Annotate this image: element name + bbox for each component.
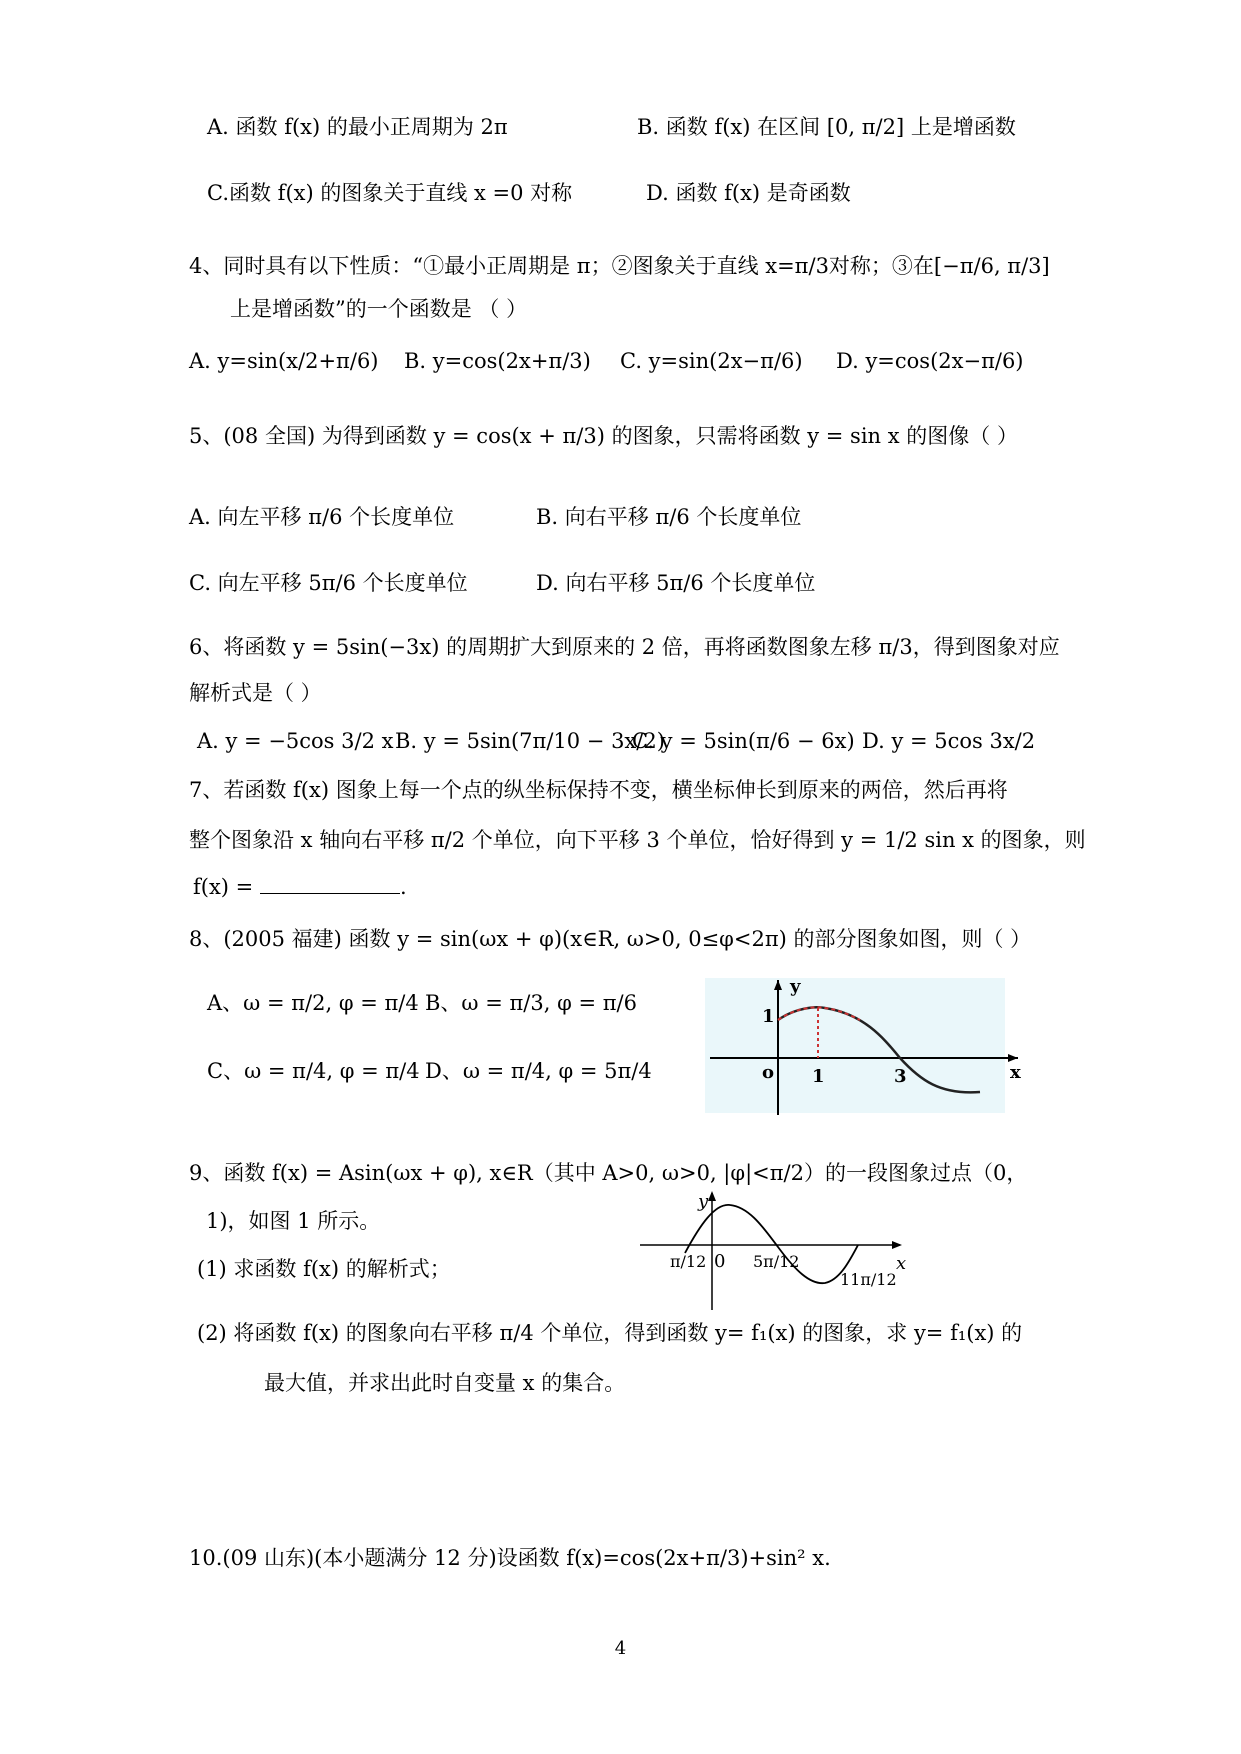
- q9-origin-label: 0: [714, 1251, 726, 1272]
- q8-option-d: D、ω = π/4, φ = 5π/4: [425, 1059, 652, 1083]
- q8-x-arrow: [1008, 1054, 1018, 1062]
- q9-curve: [685, 1205, 858, 1283]
- q9-tick-5pi-12: 5π/12: [753, 1252, 800, 1271]
- q9-x-arrow: [892, 1241, 902, 1249]
- q6-stem-line1: 6、将函数 y = 5sin(−3x) 的周期扩大到原来的 2 倍，再将函数图象左移 π/3，得到图象对应: [189, 635, 1060, 659]
- q9-tick-pi-12: π/12: [670, 1252, 707, 1271]
- q8-x-label: x: [1010, 1062, 1021, 1083]
- q5-option-d: D. 向右平移 5π/6 个长度单位: [536, 571, 816, 595]
- q7-fx-label: f(x) =: [193, 875, 254, 899]
- q5-option-c: C. 向左平移 5π/6 个长度单位: [189, 571, 468, 595]
- q5-option-a: A. 向左平移 π/6 个长度单位: [189, 505, 455, 529]
- q9-figure: [630, 1185, 930, 1315]
- q5-stem: 5、(08 全国) 为得到函数 y = cos(x + π/3) 的图象，只需将函数 y = sin x 的图像（ ）: [189, 424, 1018, 448]
- q6-stem-line2: 解析式是（ ）: [189, 681, 322, 705]
- q3-option-a: A. 函数 f(x) 的最小正周期为 2π: [207, 115, 508, 139]
- q7-stem-line1: 7、若函数 f(x) 图象上每一个点的纵坐标保持不变，横坐标伸长到原来的两倍，然后再将: [189, 778, 1008, 802]
- q3-option-b: B. 函数 f(x) 在区间 [0, π/2] 上是增函数: [637, 115, 1016, 139]
- q9-y-arrow: [708, 1191, 716, 1201]
- q9-stem-line1: 9、函数 f(x) = Asin(ωx + φ), x∈R（其中 A>0, ω>0, |φ|<π/2）的一段图象过点（0，: [189, 1161, 1028, 1185]
- q6-option-c: C. y = 5sin(π/6 − 6x): [632, 729, 855, 753]
- q8-option-a: A、ω = π/2, φ = π/4: [207, 991, 419, 1015]
- q4-stem-line2: 上是增函数”的一个函数是 （ ）: [230, 297, 528, 321]
- q8-y-tick-1: 1: [762, 1006, 775, 1027]
- q9-part-1: (1) 求函数 f(x) 的解析式；: [197, 1257, 451, 1281]
- q4-option-c: C. y=sin(2x−π/6): [620, 349, 803, 373]
- q6-option-b: B. y = 5sin(7π/10 − 3x/2): [395, 729, 665, 753]
- q9-tick-11pi-12: 11π/12: [840, 1270, 897, 1289]
- q8-y-label: y: [790, 976, 801, 997]
- q7-stem-line2: 整个图象沿 x 轴向右平移 π/2 个单位，向下平移 3 个单位，恰好得到 y = 1/2 sin x 的图象，则: [189, 828, 1086, 852]
- q7-stem-line3: f(x) = .: [193, 875, 407, 899]
- q9-part-2: (2) 将函数 f(x) 的图象向右平移 π/4 个单位，得到函数 y= f₁(x) 的图象，求 y= f₁(x) 的: [197, 1321, 1023, 1345]
- q4-option-a: A. y=sin(x/2+π/6): [189, 349, 379, 373]
- q6-option-a: A. y = −5cos 3/2 x: [197, 729, 394, 753]
- q4-option-d: D. y=cos(2x−π/6): [836, 349, 1024, 373]
- q8-origin-label: o: [762, 1062, 775, 1083]
- q8-option-c: C、ω = π/4, φ = π/4: [207, 1059, 420, 1083]
- q8-figure: [700, 970, 1030, 1120]
- q6-option-d: D. y = 5cos 3x/2: [862, 729, 1036, 753]
- q9-x-label: x: [896, 1253, 907, 1274]
- q9-y-label: y: [698, 1191, 709, 1212]
- q9-stem-line2: 1)，如图 1 所示。: [206, 1209, 381, 1233]
- q4-option-b: B. y=cos(2x+π/3): [404, 349, 591, 373]
- q9-part-2-cont: 最大值，并求出此时自变量 x 的集合。: [264, 1371, 626, 1395]
- q8-x-tick-1: 1: [812, 1066, 825, 1087]
- q8-option-b: B、ω = π/3, φ = π/6: [425, 991, 637, 1015]
- q4-stem-line1: 4、同时具有以下性质：“①最小正周期是 π；②图象关于直线 x=π/3对称；③在[−π/6, π/3]: [189, 254, 1050, 278]
- page-number: 4: [614, 1638, 627, 1659]
- q5-option-b: B. 向右平移 π/6 个长度单位: [536, 505, 802, 529]
- q7-answer-blank[interactable]: [260, 873, 400, 894]
- q3-option-c: C.函数 f(x) 的图象关于直线 x =0 对称: [207, 181, 573, 205]
- q8-stem: 8、(2005 福建) 函数 y = sin(ωx + φ)(x∈R, ω>0, 0≤φ<2π) 的部分图象如图，则（ ）: [189, 927, 1032, 951]
- q8-x-tick-3: 3: [894, 1066, 907, 1087]
- q10-stem: 10.(09 山东)(本小题满分 12 分)设函数 f(x)=cos(2x+π/3)+sin² x.: [189, 1546, 831, 1570]
- q3-option-d: D. 函数 f(x) 是奇函数: [646, 181, 851, 205]
